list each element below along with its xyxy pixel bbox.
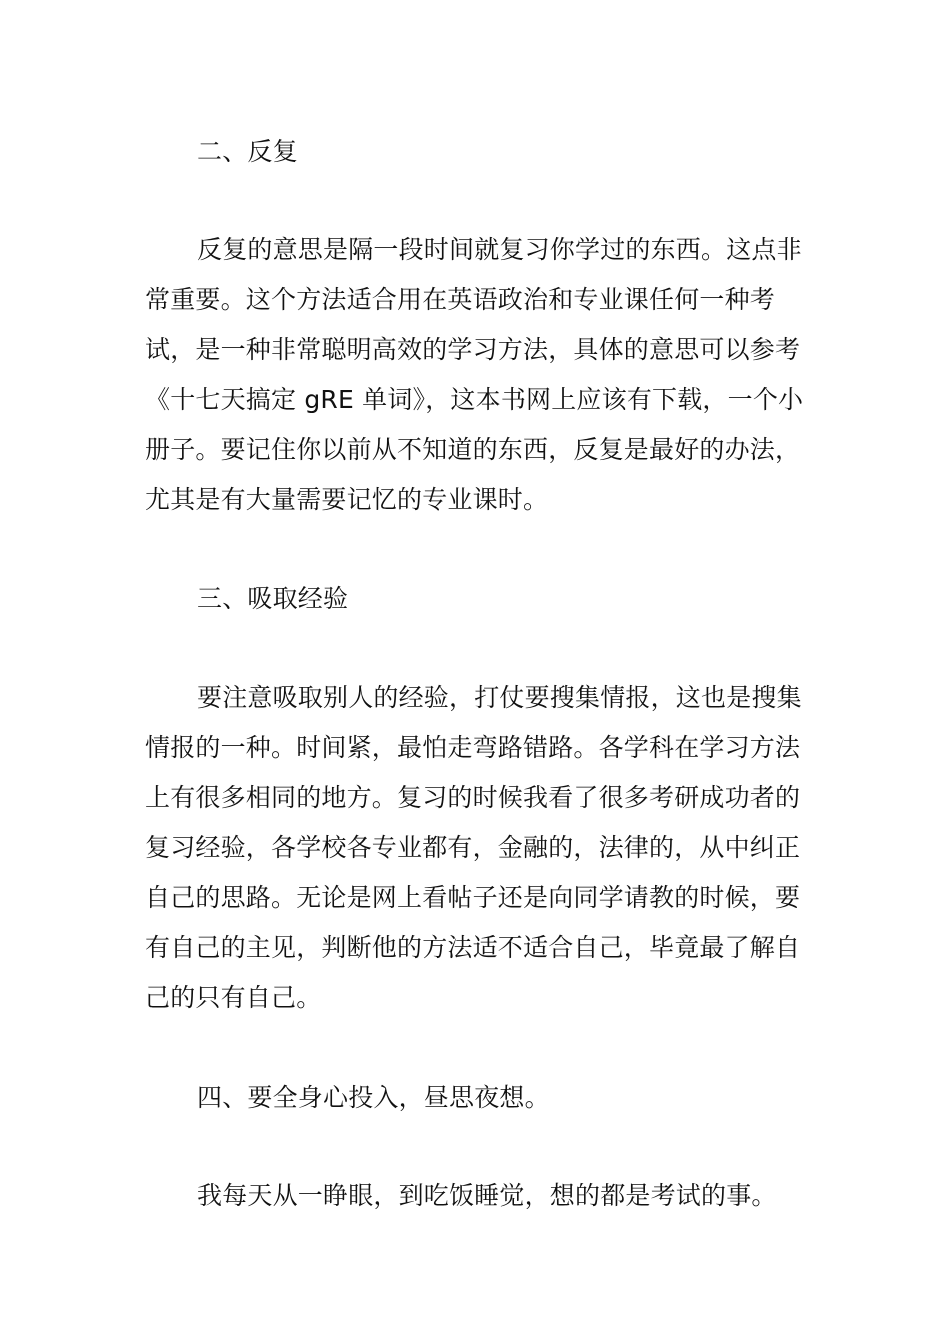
section-paragraph-2: 反复的意思是隔一段时间就复习你学过的东西。这点非常重要。这个方法适合用在英语政治和专业课任何一种考试，是一种非常聪明高效的学习方法，具体的意思可以参考《十七天搞定 gRE 单词》，这本书网上应该有下载，一个小册子。要记住你以前从不知道的东西，反复是最好的办法，尤其是有大量需要记忆的专业课时。	[145, 235, 804, 514]
section-paragraph-3: 要注意吸取别人的经验，打仗要搜集情报，这也是搜集情报的一种。时间紧，最怕走弯路错路。各学科在学习方法上有很多相同的地方。复习的时候我看了很多考研成功者的复习经验，各学校各专业都有，金融的，法律的，从中纠正自己的思路。无论是网上看帖子还是向同学请教的时候，要有自己的主见，判断他的方法适不适合自己，毕竟最了解自己的只有自己。	[145, 683, 802, 1012]
section-heading-3: 三、吸取经验	[197, 584, 349, 613]
section-heading-2: 二、反复	[197, 137, 298, 166]
section-heading-4: 四、要全身心投入，昼思夜想。	[197, 1083, 550, 1112]
section-paragraph-4: 我每天从一睁眼，到吃饭睡觉，想的都是考试的事。	[197, 1181, 777, 1210]
